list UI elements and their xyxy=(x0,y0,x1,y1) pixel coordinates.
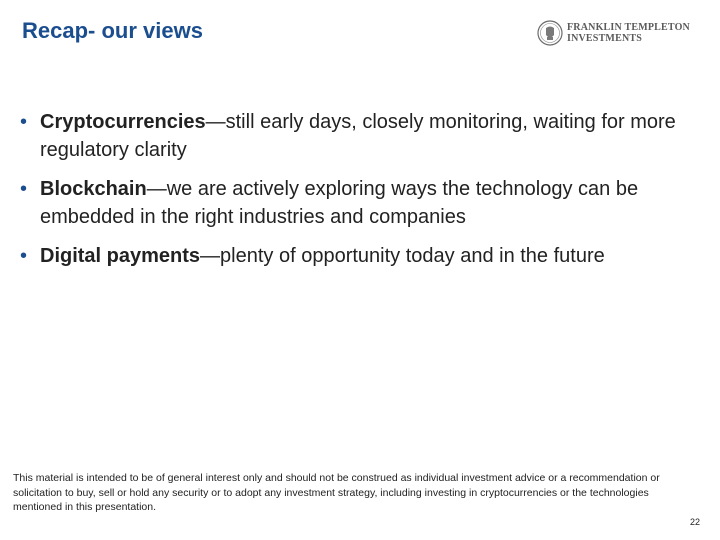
logo-wordmark xyxy=(567,22,690,44)
bullet-term: Blockchain xyxy=(40,178,147,200)
bullet-item-blockchain xyxy=(20,175,710,231)
bullet-marker: • xyxy=(20,178,28,200)
franklin-templeton-logo xyxy=(537,19,700,47)
bullet-item-cryptocurrencies xyxy=(20,108,710,164)
bullet-marker: • xyxy=(20,111,28,133)
bullet-term: Digital payments xyxy=(40,245,201,267)
bullet-item-digital-payments xyxy=(20,242,710,270)
bullet-text: —we are actively exploring ways the technology can be embedded in the right industries and companies xyxy=(40,178,639,228)
slide-title: Recap- our views xyxy=(22,18,203,43)
bullet-text: —plenty of opportunity today and in the future xyxy=(200,245,605,267)
disclaimer-text: This material is intended to be of general interest only and should not be construed as individual investment advice or a recommendation or solicitation to buy, sell or hold any security or to adopt any investment strategy, including investing in cryptocurrencies or the technologies mentioned in this presentation. xyxy=(13,472,660,513)
bullet-term: Cryptocurrencies xyxy=(40,111,206,133)
page-number: 22 xyxy=(689,517,700,527)
franklin-seal-icon xyxy=(537,20,563,46)
logo-line-2: INVESTMENTS xyxy=(567,33,642,44)
bullet-marker: • xyxy=(20,245,28,267)
bullet-list xyxy=(20,108,710,281)
logo-line-1: FRANKLIN TEMPLETON xyxy=(567,22,690,33)
bullet-text: —still early days, closely monitoring, waiting for more regulatory clarity xyxy=(40,111,676,161)
